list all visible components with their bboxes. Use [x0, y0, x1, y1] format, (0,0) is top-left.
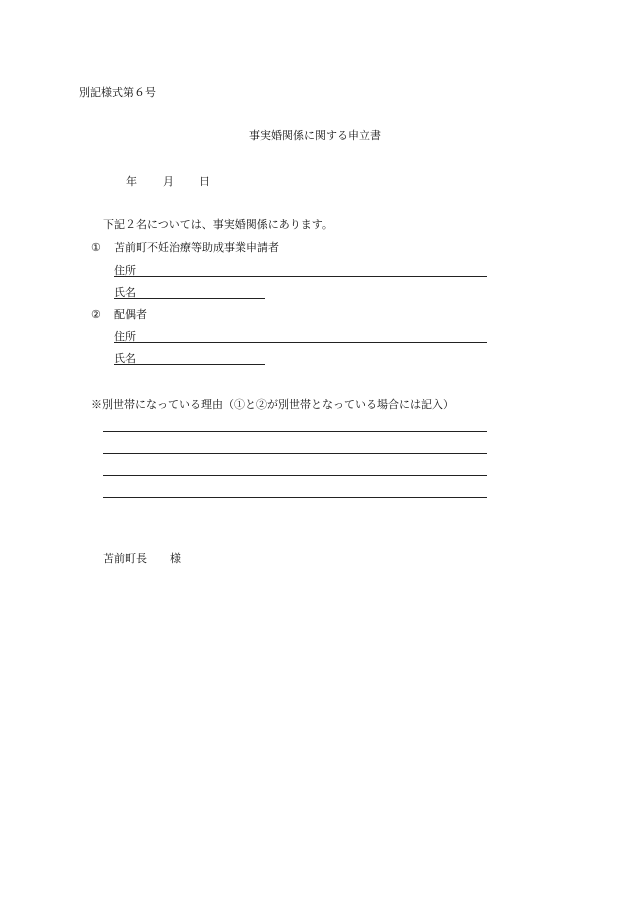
item2-address-label: 住所 — [114, 330, 136, 343]
date-day-label: 日 — [199, 175, 210, 188]
form-number: 別記様式第６号 — [79, 86, 156, 99]
item2-name-label: 氏名 — [114, 352, 136, 365]
addressee — [103, 552, 181, 566]
addressee-honorific: 様 — [170, 552, 181, 565]
reason-label: ※別世帯になっている理由（①と②が別世帯となっている場合には記入） — [91, 398, 454, 411]
item1-label: 苫前町不妊治療等助成事業申請者 — [114, 241, 279, 254]
reason-line[interactable] — [103, 431, 487, 432]
item2-label: 配偶者 — [114, 308, 147, 321]
item1-address-field[interactable] — [114, 276, 487, 277]
item1-name-field[interactable] — [114, 298, 265, 299]
item2-name-field[interactable] — [114, 364, 265, 365]
item2-marker: ② — [91, 308, 101, 321]
item2-address-field[interactable] — [114, 342, 487, 343]
reason-line[interactable] — [103, 497, 487, 498]
statement-text: 下記２名については、事実婚関係にあります。 — [103, 218, 333, 231]
document-title: 事実婚関係に関する申立書 — [249, 129, 381, 142]
addressee-name: 苫前町長 — [103, 552, 147, 565]
date-month-label: 月 — [163, 175, 174, 188]
item1-address-label: 住所 — [114, 264, 136, 277]
item1-name-label: 氏名 — [114, 286, 136, 299]
reason-line[interactable] — [103, 475, 487, 476]
reason-line[interactable] — [103, 453, 487, 454]
date-year-label: 年 — [126, 175, 137, 188]
date-row — [126, 175, 210, 189]
item1-marker: ① — [91, 241, 101, 254]
